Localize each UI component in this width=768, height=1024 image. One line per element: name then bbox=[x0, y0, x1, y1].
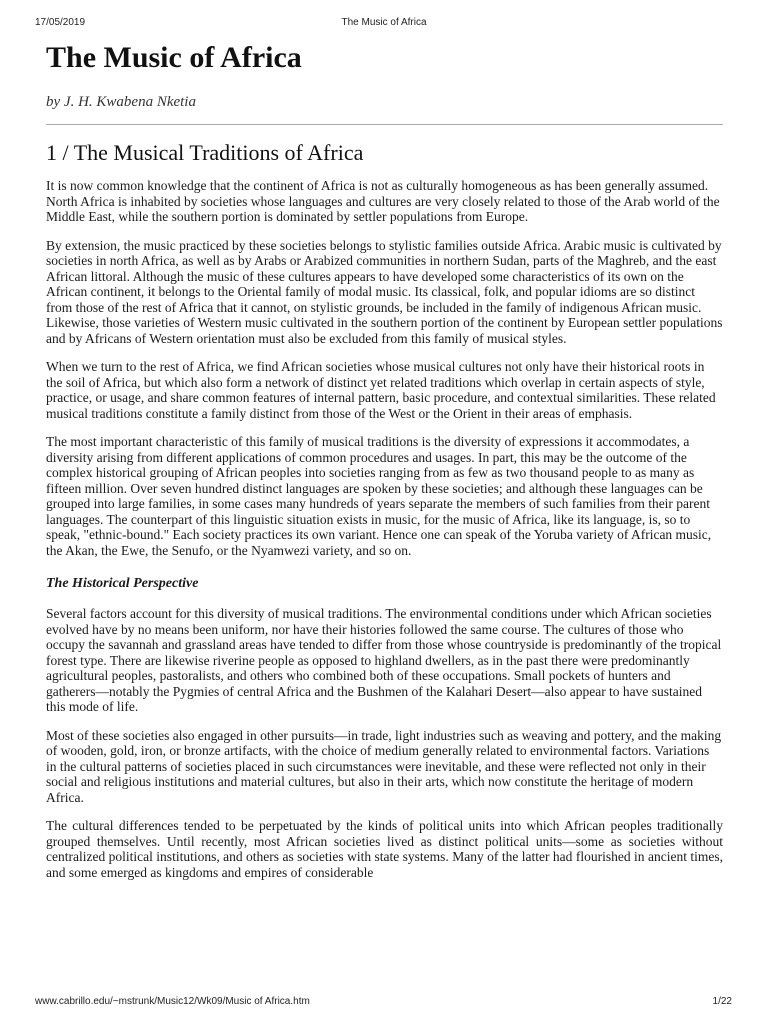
section-heading: The Historical Perspective bbox=[46, 576, 199, 591]
print-page-number: 1/22 bbox=[712, 996, 732, 1007]
document-title: The Music of Africa bbox=[46, 41, 302, 74]
body-paragraph: When we turn to the rest of Africa, we find African societies whose musical cultures not only have their historical roots in the soil of Africa, but which also form a network of distinct yet related traditions which overlap in certain aspects of style, practice, or usage, and share common features of internal pattern, basic procedure, and contextual similarities. These related musical traditions constitute a family distinct from those of the West or the Orient in their areas of emphasis. bbox=[46, 359, 716, 421]
body-paragraph: The cultural differences tended to be perpetuated by the kinds of political units into which African peoples traditionally grouped themselves. Until recently, most African societies lived as distinct political units—some as societies without centralized political institutions, and others as societies with state systems. Many of the latter had flourished in ancient times, and some emerged as kingdoms and empires of considerable bbox=[46, 818, 723, 880]
print-date: 17/05/2019 bbox=[35, 17, 86, 28]
body-paragraph: The most important characteristic of this family of musical traditions is the diversity of expressions it accommodates, a diversity arising from different applications of common procedures and usages. In part, this may be the outcome of the complex historical grouping of African peoples into societies ranging from as few as two thousand people to as many as fifteen million. Over seven hundred distinct languages are spoken by these societies; and although these languages can be grouped into large families, in some cases many hundreds of years separate the members of such families from their parent languages. The counterpart of this linguistic situation exists in music, for the music of Africa, like its language, is, so to speak, "ethnic-bound." Each society practices its own variant. Hence one can speak of the Yoruba variety of African music, the Akan, the Ewe, the Senufo, or the Nyamwezi variety, and so on. bbox=[46, 434, 712, 558]
title-divider bbox=[46, 124, 723, 125]
print-footer-url: www.cabrillo.edu/~mstrunk/Music12/Wk09/Music of Africa.htm bbox=[35, 996, 310, 1007]
chapter-heading: 1 / The Musical Traditions of Africa bbox=[46, 140, 364, 165]
body-paragraph: It is now common knowledge that the continent of Africa is not as culturally homogeneous as has been generally assumed. North Africa is inhabited by societies whose languages and cultures are very closely related to those of the Arab world of the Middle East, while the southern portion is dominated by settler populations from Europe. bbox=[46, 178, 720, 224]
print-header-title: The Music of Africa bbox=[341, 17, 427, 28]
author-byline: by J. H. Kwabena Nketia bbox=[46, 94, 196, 110]
body-paragraph: Several factors account for this diversity of musical traditions. The environmental conditions under which African societies evolved have by no means been uniform, nor have their histories followed the same course. The cultures of those who occupy the savannah and grassland areas have tended to differ from those whose countryside is predominantly of the tropical forest type. There are likewise riverine people as opposed to highland dwellers, as in the past there were predominantly agricultural peoples, pastoralists, and others who combined both of these occupations. Small pockets of hunters and gatherers—notably the Pygmies of central Africa and the Bushmen of the Kalahari Desert—also appear to have sustained this mode of life. bbox=[46, 606, 722, 714]
body-paragraph: By extension, the music practiced by these societies belongs to stylistic families outside Africa. Arabic music is cultivated by societies in north Africa, as well as by Arabs or Arabized communities in northern Sudan, parts of the Maghreb, and the east African littoral. Although the music of these cultures appears to have developed some characteristics of its own on the African continent, it belongs to the Oriental family of modal music. Its classical, folk, and popular idioms are so distinct from those of the rest of Africa that it cannot, on stylistic grounds, be included in the family of indigenous African music. Likewise, those varieties of Western music cultivated in the southern portion of the continent by European settler populations and by Africans of Western orientation must also be excluded from this family of musical styles. bbox=[46, 237, 723, 346]
document-body bbox=[46, 40, 723, 893]
body-paragraph: Most of these societies also engaged in other pursuits—in trade, light industries such as weaving and pottery, and the making of wooden, gold, iron, or bronze artifacts, with the choice of medium generally related to environmental factors. Variations in the cultural patterns of societies placed in such circumstances were inevitable, and these were reflected not only in their social and religious institutions and material cultures, but also in their arts, which now constitute the heritage of modern Africa. bbox=[46, 727, 722, 805]
